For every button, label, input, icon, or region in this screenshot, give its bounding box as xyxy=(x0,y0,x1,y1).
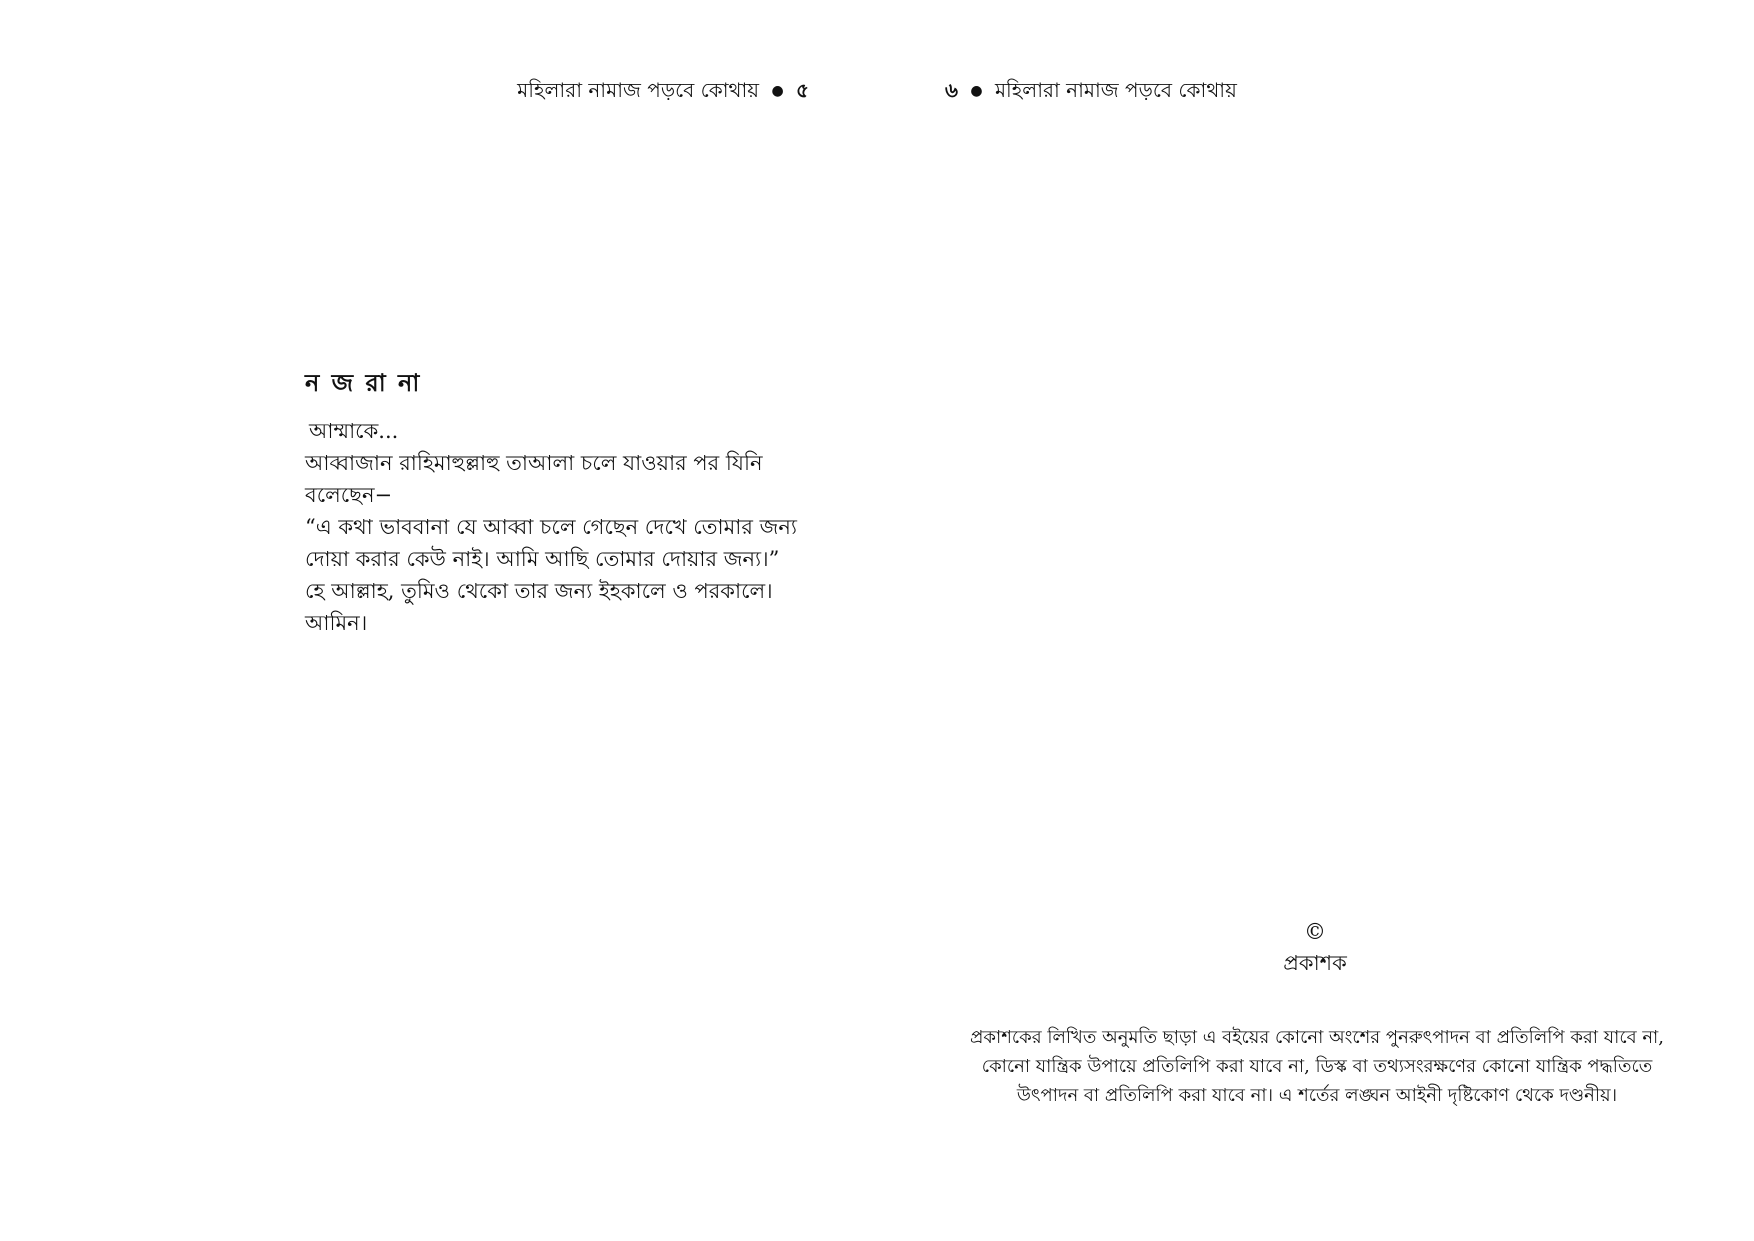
bullet-icon: ● xyxy=(771,83,784,99)
dedication-line: হে আল্লাহ, তুমিও থেকো তার জন্য ইহকালে ও পরকালে। xyxy=(305,579,773,603)
dedication-line: দোয়া করার কেউ নাই। আমি আছি তোমার দোয়ার জন্য।” xyxy=(305,547,780,571)
right-running-head xyxy=(945,76,1237,105)
dedication-line: “এ কথা ভাববানা যে আব্বা চলে গেছেন দেখে তোমার জন্য xyxy=(305,515,798,539)
page-number: ৫ xyxy=(796,78,809,102)
right-page xyxy=(877,0,1754,1241)
dedication-title: ন জ রা না xyxy=(305,368,422,397)
copyright-icon: © xyxy=(1304,920,1326,945)
dedication-line: আব্বাজান রাহিমাহুল্লাহু তাআলা চলে যাওয়ার পর যিনি xyxy=(305,451,763,475)
rights-notice xyxy=(937,1023,1697,1110)
bullet-icon: ● xyxy=(970,83,983,99)
page-number: ৬ xyxy=(945,78,959,102)
dedication-section xyxy=(305,365,810,639)
rights-notice-line: কোনো যান্ত্রিক উপায়ে প্রতিলিপি করা যাবে না, ডিস্ক বা তথ্যসংরক্ষণের কোনো যান্ত্রিক পদ্ধতিতে xyxy=(981,1056,1653,1077)
running-head-title: মহিলারা নামাজ পড়বে কোথায় xyxy=(994,78,1237,102)
running-head-title: মহিলারা নামাজ পড়বে কোথায় xyxy=(517,78,760,102)
left-running-head xyxy=(517,76,809,105)
dedication-body xyxy=(305,415,810,639)
copyright-holder: প্রকাশক xyxy=(1283,951,1347,975)
dedication-line: বলেছেন− xyxy=(305,483,393,507)
dedication-line: আম্মাকে... xyxy=(309,419,399,443)
rights-notice-line: উৎপাদন বা প্রতিলিপি করা যাবে না। এ শর্তের লঙ্ঘন আইনী দৃষ্টিকোণ থেকে দণ্ডনীয়। xyxy=(1016,1085,1618,1106)
dedication-line: আমিন। xyxy=(305,611,368,635)
rights-notice-line: প্রকাশকের লিখিত অনুমতি ছাড়া এ বইয়ের কোনো অংশের পুনরুৎপাদন বা প্রতিলিপি করা যাবে না, xyxy=(970,1027,1664,1048)
